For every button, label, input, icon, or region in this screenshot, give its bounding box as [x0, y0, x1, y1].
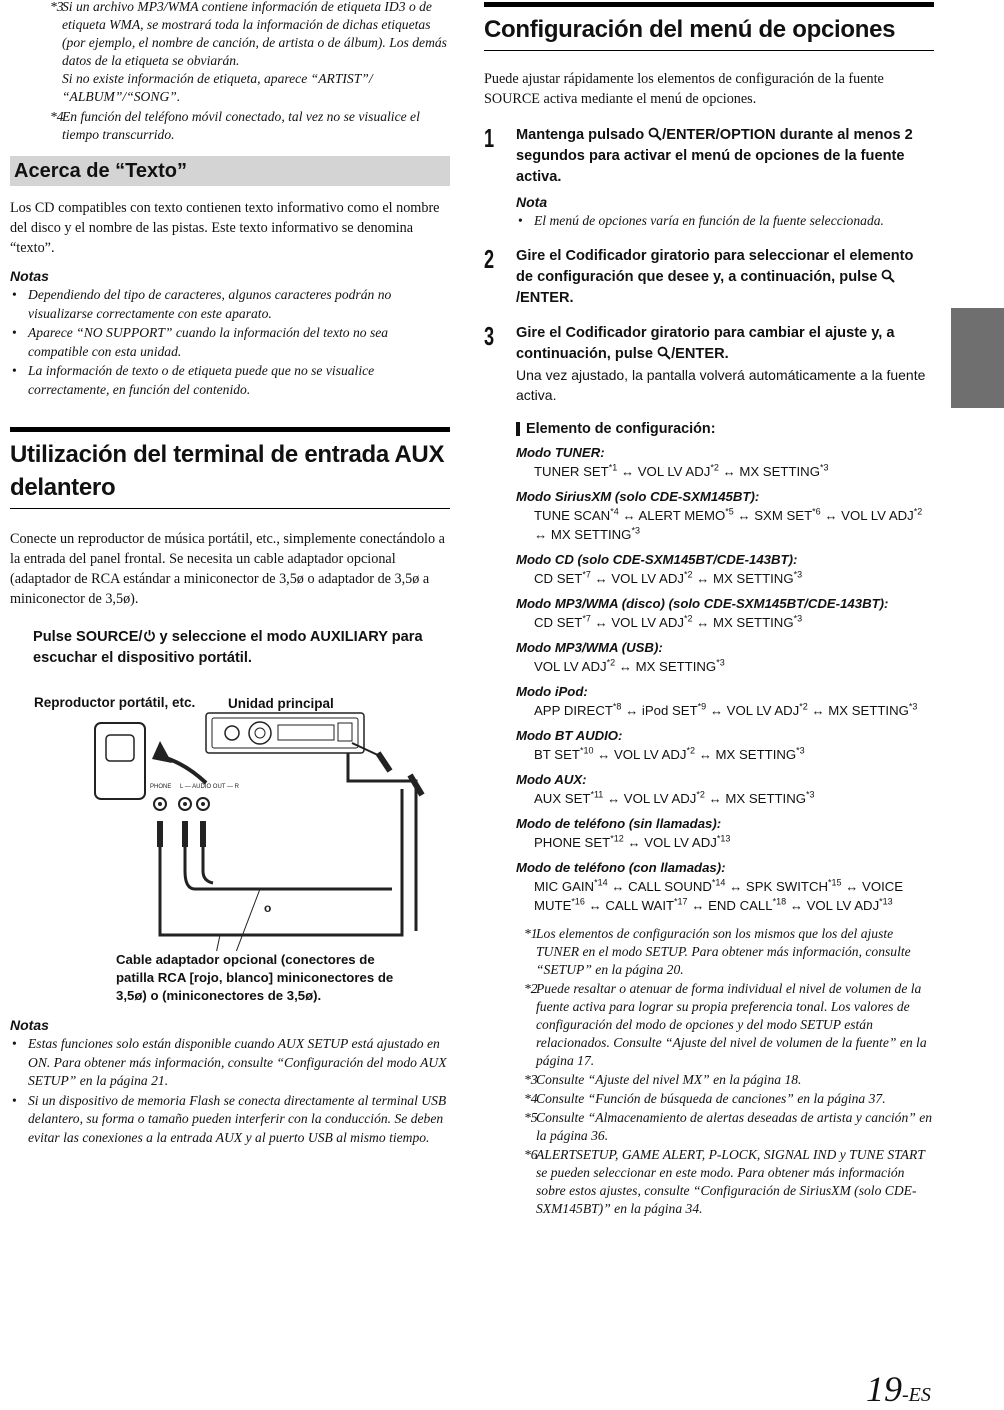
footnote: *5 Consulte “Almacenamiento de alertas deseadas de artista y canción” en la página 36.	[524, 1109, 933, 1143]
list-item: • Estas funciones solo están disponible cuando AUX SETUP está ajustado en ON. Para obtener más información, consulte “Configuración del modo AUX SETUP” en la página 21.	[10, 1035, 450, 1091]
section-tab	[951, 308, 1004, 408]
aux-connection-diagram	[10, 681, 450, 1011]
step-3: 3 Gire el Codificador giratorio para cambiar el ajuste y, a continuación, pulse /ENTER. Una vez ajustado, la pantalla volverá automáticamente a la fuente activa.	[484, 323, 934, 405]
right-column	[484, 0, 934, 1219]
step-2: 2 Gire el Codificador giratorio para seleccionar el elemento de configuración que desee y, a continuación, pulse /ENTER.	[484, 243, 914, 306]
mode-items: TUNER SET$^{*1}$ ↔ VOL LV ADJ$^{*2}$ ↔ MX SETTING$^{*3}$	[534, 462, 829, 479]
list-item: • El menú de opciones varía en función de la fuente seleccionada.	[516, 212, 934, 231]
mode-title: Modo iPod:	[516, 683, 588, 699]
mode-title: Modo MP3/WMA (USB):	[516, 639, 663, 655]
page-number: 19-ES	[866, 1369, 931, 1409]
config-heading: Elemento de configuración:	[484, 421, 934, 437]
footnote: *3 Consulte “Ajuste del nivel MX” en la página 18.	[524, 1071, 802, 1087]
texto-body: Los CD compatibles con texto contienen texto informativo como el nombre del disco y el nombre de las pistas. Este texto informativo se denomina “texto”.	[10, 200, 440, 256]
mode-title: Modo MP3/WMA (disco) (solo CDE-SXM145BT/CDE-143BT):	[516, 595, 889, 611]
power-icon	[143, 628, 156, 641]
mode-title: Modo TUNER:	[516, 444, 605, 460]
search-icon	[881, 269, 895, 283]
mode-title: Modo BT AUDIO:	[516, 727, 623, 743]
right-footnotes	[484, 925, 934, 1218]
aux-body: Conecte un reproductor de música portátil, etc., simplemente conectándolo a la entrada del panel frontal. Se necesita un cable adaptador opcional (adaptador de RCA estándar a miniconector de 3,5ø o adaptador de 3,5ø a miniconector de 3,5ø).	[10, 531, 445, 607]
mode-title: Modo AUX:	[516, 771, 587, 787]
label-portable-player: Reproductor portátil, etc.	[34, 695, 196, 710]
mode-title: Modo SiriusXM (solo CDE-SXM145BT):	[516, 488, 760, 504]
label-main-unit: Unidad principal	[228, 696, 334, 711]
footnote: *2 Puede resaltar o atenuar de forma individual el nivel de volumen de la fuente activa para lograr su propia preferencia tonal. Los valores de configuración del modo de opciones y del modo SETUP están relacionados. Consulte “Ajuste del nivel de volumen de la fuente” en la página 17.	[524, 980, 927, 1068]
step-1-note-label: Nota	[516, 194, 548, 210]
top-footnotes	[10, 0, 450, 144]
list-item: • Dependiendo del tipo de caracteres, algunos caracteres podrán no visualizarse correctamente con este aparato.	[10, 286, 450, 323]
mode-items: CD SET$^{*7}$ ↔ VOL LV ADJ$^{*2}$ ↔ MX SETTING$^{*3}$	[534, 569, 803, 586]
footnote: *4 Consulte “Función de búsqueda de canciones” en la página 37.	[524, 1090, 886, 1106]
mode-items: AUX SET$^{*11}$ ↔ VOL LV ADJ$^{*2}$ ↔ MX SETTING$^{*3}$	[534, 789, 815, 806]
diagram-graphic	[10, 711, 450, 951]
texto-heading: Acerca de “Texto”	[10, 156, 450, 186]
texto-notes-label: Notas	[10, 268, 49, 284]
texto-notes	[10, 286, 450, 399]
step-1: 1 Mantenga pulsado /ENTER/OPTION durante al menos 2 segundos para activar el menú de opciones de la fuente activa. Nota • El menú de opciones varía en función de la fuente seleccionada.	[484, 125, 934, 232]
mode-items: BT SET$^{*10}$ ↔ VOL LV ADJ$^{*2}$ ↔ MX SETTING$^{*3}$	[534, 745, 805, 762]
footnote: *6 ALERTSETUP, GAME ALERT, P-LOCK, SIGNAL IND y TUNE START se pueden seleccionar en este modo. Para obtener más información sobre estos ajustes, consulte “Configuración de SiriusXM (solo CDE-SXM145BT)” en la página 34.	[524, 1146, 925, 1216]
aux-heading: Utilización del terminal de entrada AUX delantero	[10, 427, 450, 509]
mode-items: TUNE SCAN$^{*4}$ ↔ ALERT MEMO$^{*5}$ ↔ SXM SET$^{*6}$ ↔ VOL LV ADJ$^{*2}$ ↔ MX SETTING$^{*3}$	[534, 506, 923, 542]
mode-items: APP DIRECT$^{*8}$ ↔ iPod SET$^{*9}$ ↔ VOL LV ADJ$^{*2}$ ↔ MX SETTING$^{*3}$	[534, 701, 918, 718]
options-menu-heading: Configuración del menú de opciones	[484, 2, 934, 51]
options-intro: Puede ajustar rápidamente los elementos de configuración de la fuente SOURCE activa mediante el menú de opciones.	[484, 71, 884, 107]
aux-step: Pulse SOURCE/ y seleccione el modo AUXILIARY para escuchar el dispositivo portátil.	[33, 629, 423, 666]
mode-title: Modo de teléfono (con llamadas):	[516, 859, 726, 875]
or-label: o	[264, 901, 272, 915]
left-column	[10, 0, 450, 1148]
step-3-sub: Una vez ajustado, la pantalla volverá automáticamente a la fuente activa.	[516, 366, 926, 403]
mode-items: MIC GAIN$^{*14}$ ↔ CALL SOUND$^{*14}$ ↔ SPK SWITCH$^{*15}$ ↔ VOICE MUTE$^{*16}$ ↔ CALL WAIT$^{*17}$ ↔ END CALL$^{*18}$ ↔ VOL LV ADJ$^{*13}$	[534, 877, 904, 913]
list-item: • Si un dispositivo de memoria Flash se conecta directamente al terminal USB delantero, su forma o tamaño pueden interferir con la conducción. Se deben evitar las conexiones a la entrada AUX y al puerto USB al mismo tiempo.	[10, 1092, 450, 1148]
mode-items: VOL LV ADJ$^{*2}$ ↔ MX SETTING$^{*3}$	[534, 657, 725, 674]
aux-notes-label: Notas	[10, 1017, 49, 1033]
list-item: • Aparece “NO SUPPORT” cuando la información del texto no sea compatible con esta unidad.	[10, 324, 450, 361]
mode-title: Modo de teléfono (sin llamadas):	[516, 815, 722, 831]
footnote-4: *4 En función del teléfono móvil conectado, tal vez no se visualice el tiempo transcurrido.	[50, 109, 420, 142]
list-item: • La información de texto o de etiqueta puede que no se visualice correctamente, en función del contenido.	[10, 362, 450, 399]
phone-label: PHONE	[150, 784, 172, 790]
footnote: *1 Los elementos de configuración son los mismos que los del ajuste TUNER en el modo SETUP. Para obtener más información, consulte “SETUP” en la página 20.	[524, 925, 911, 977]
mode-title: Modo CD (solo CDE-SXM145BT/CDE-143BT):	[516, 551, 798, 567]
aux-out-label: L — AUDIO OUT — R	[180, 784, 240, 790]
footnote-3: *3 Si un archivo MP3/WMA contiene información de etiqueta ID3 o de etiqueta WMA, se mostrará toda la información de dichas etiquetas (por ejemplo, el nombre de canción, de artista o de álbum). Los demás datos de la etiqueta se obviarán. Si no existe información de etiqueta, aparece “ARTIST”/ “ALBUM”/“SONG”.	[50, 0, 447, 104]
config-modes	[484, 443, 934, 915]
search-icon	[657, 346, 671, 360]
aux-notes	[10, 1035, 450, 1147]
label-adapter-cable: Cable adaptador opcional (conectores de patilla RCA [rojo, blanco] miniconectores de 3,5ø) o (miniconectores de 3,5ø).	[116, 952, 394, 1003]
mode-items: PHONE SET$^{*12}$ ↔ VOL LV ADJ$^{*13}$	[534, 833, 731, 850]
search-icon	[648, 127, 662, 141]
mode-items: CD SET$^{*7}$ ↔ VOL LV ADJ$^{*2}$ ↔ MX SETTING$^{*3}$	[534, 613, 803, 630]
